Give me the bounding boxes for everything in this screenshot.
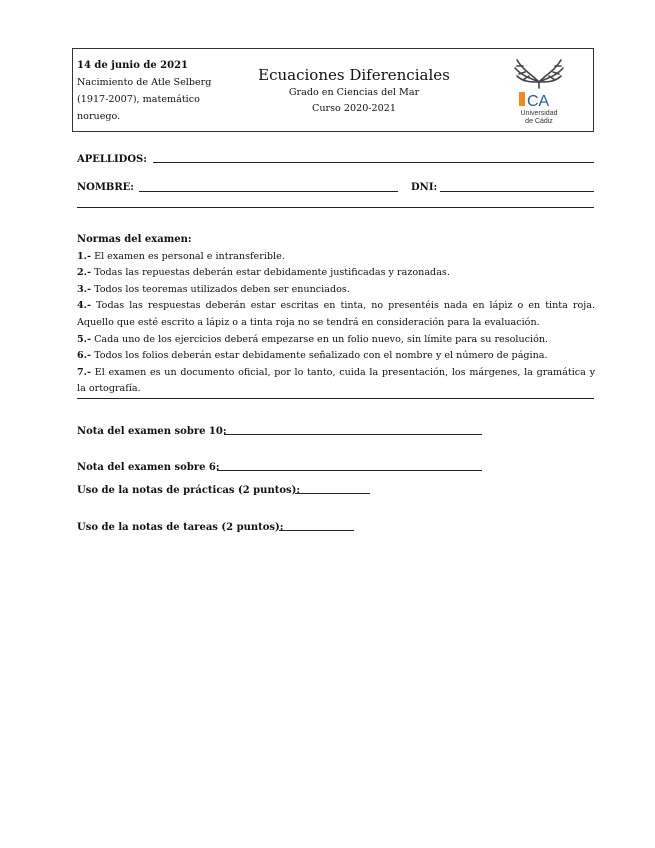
rule-number: 2.- [77,267,91,279]
rule-number: 3.- [77,283,91,295]
nombre-label: NOMBRE: [77,182,134,193]
course-title: Ecuaciones Diferenciales [258,66,450,84]
rule-number: 1.- [77,250,91,262]
academic-year: Curso 2020-2021 [312,103,396,114]
rule-item [77,365,595,398]
practicas-field[interactable] [295,493,370,494]
rule-text: Todas las repuestas deberán estar debidamente justificadas y razonadas. [94,267,450,279]
apellidos-label: APELLIDOS: [77,154,147,165]
university-name [503,110,575,126]
rule-number: 4.- [77,300,91,312]
nota-6-field[interactable] [217,470,482,471]
degree-name: Grado en Ciencias del Mar [288,87,420,98]
practicas-label: Uso de la notas de prácticas (2 puntos): [77,485,301,496]
exam-date: 14 de junio de 2021 [77,60,189,71]
rule-number: 5.- [77,333,91,345]
nota-10-field[interactable] [224,434,482,435]
nombre-field[interactable] [139,191,398,192]
divider-rules [77,398,594,399]
dni-field[interactable] [440,191,594,192]
exam-header-box [72,48,594,132]
tareas-field[interactable] [279,530,354,531]
apellidos-field[interactable] [153,162,594,163]
university-name-line-1: Universidad [520,110,558,117]
rule-text: Todos los folios deberán estar debidamente señalizado con el nombre y el número de página. [94,350,548,362]
rules-title: Normas del examen: [77,234,192,245]
rule-item [77,298,595,331]
palm-emblem-icon [503,52,575,108]
nota-10-label: Nota del examen sobre 10: [77,426,227,437]
rule-item [77,249,595,266]
rule-number: 7.- [77,366,91,378]
university-name-line-2: de Cádiz [525,118,553,125]
tareas-label: Uso de la notas de tareas (2 puntos): [77,522,284,533]
header-left-info [77,57,247,125]
rule-text: El examen es personal e intransferible. [94,250,285,262]
rule-text: El examen es un documento oficial, por lo tanto, cuida la presentación, los márgenes, la gramática y la ortografía. [77,366,595,395]
svg-text:CA: CA [527,93,550,108]
dni-label: DNI: [411,182,438,193]
nota-6-label: Nota del examen sobre 6: [77,462,220,473]
birth-note-line-1: Nacimiento de Atle Selberg [77,77,212,88]
university-logo [503,52,575,130]
rule-text: Todos los teoremas utilizados deben ser enunciados. [94,283,350,295]
birth-note-line-2: (1917-2007), matemático [77,94,200,105]
rule-text: Todas las respuestas deberán estar escritas en tinta, no presentéis nada en lápiz o en tinta roja. Aquello que esté escrito a lápiz o a tinta roja no se tendrá en consideración para la evaluación. [77,300,595,328]
header-center [243,65,465,117]
rule-item [77,265,595,282]
rule-item [77,282,595,299]
rule-item [77,348,595,365]
rule-item [77,332,595,349]
rule-text: Cada uno de los ejercicios deberá empezarse en un folio nuevo, sin límite para su resolución. [94,333,549,345]
birth-note-line-3: noruego. [77,111,121,122]
rule-number: 6.- [77,350,91,362]
divider-top [77,207,594,208]
exam-rules [77,232,595,398]
